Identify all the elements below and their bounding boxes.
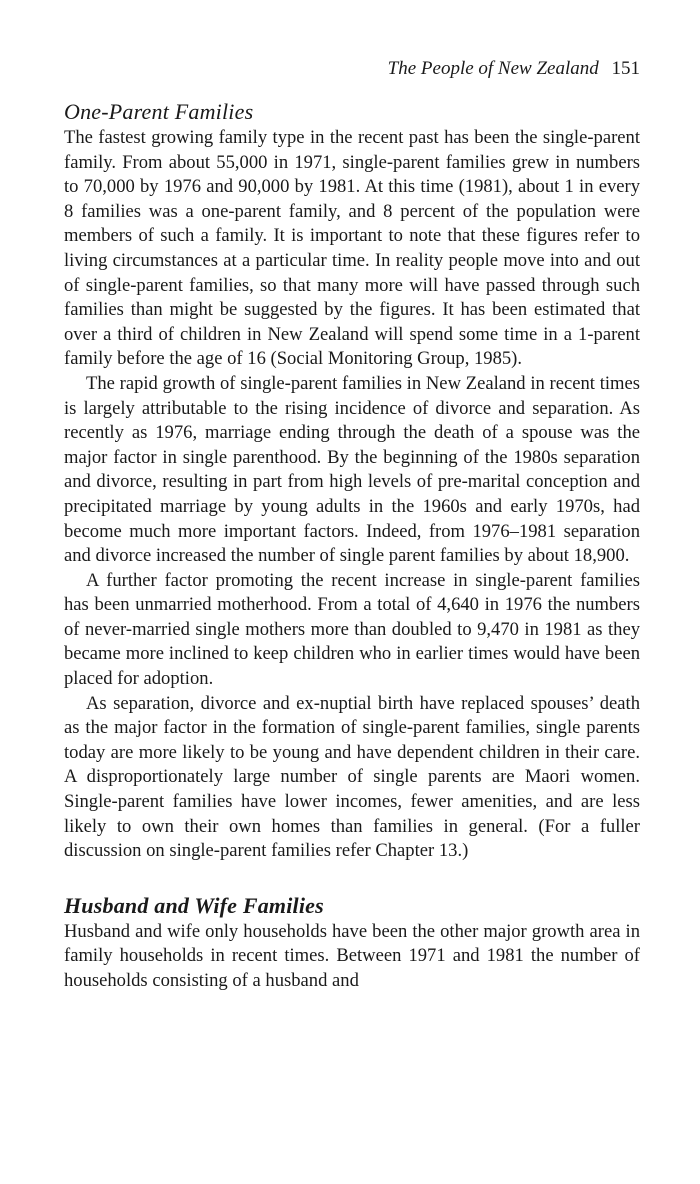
paragraph-one-parent-3: A further factor promoting the recent increase in single-parent families has been unmarried motherhood. From a total of 4,640 in 1976 the numbers of never-married single mothers more than doubled to 9,470 in 1981 as they became more inclined to keep children who in earlier times would have been placed for adoption. (64, 569, 640, 690)
paragraph-one-parent-4: As separation, divorce and ex-nuptial birth have replaced spouses’ death as the major factor in the formation of single-parent families, single parents today are more likely to be young and have dependent children in their care. A disproportionately large number of single parents are Maori women. Single-parent families have lower incomes, fewer amenities, and are less likely to own their own homes than families in general. (For a fuller discussion on single-parent families refer Chapter 13.) (64, 692, 640, 862)
page-number: 151 (611, 58, 640, 79)
section-heading-husband-and-wife-families: Husband and Wife Families (64, 892, 324, 918)
running-head-title: The People of New Zealand (387, 58, 599, 79)
paragraph-one-parent-2: The rapid growth of single-parent families in New Zealand in recent times is largely attributable to the rising incidence of divorce and separation. As recently as 1976, marriage ending through the death of a spouse was the major factor in single parenthood. By the beginning of the 1980s separation and divorce, resulting in part from high levels of pre-marital conception and precipitated marriage by young adults in the 1960s and early 1970s, had become much more important factors. Indeed, from 1976–1981 separation and divorce increased the number of single parent families by about 18,900. (64, 372, 640, 567)
paragraph-husband-wife-1: Husband and wife only households have been the other major growth area in family households in recent times. Between 1971 and 1981 the number of households consisting of a husband and (64, 920, 640, 991)
book-page (64, 56, 640, 994)
paragraph-one-parent-1: The fastest growing family type in the recent past has been the single-parent family. From about 55,000 in 1971, single-parent families grew in numbers to 70,000 by 1976 and 90,000 by 1981. At this time (1981), about 1 in every 8 families was a one-parent family, and 8 percent of the population were members of such a family. It is important to note that these figures refer to living circumstances at a particular time. In reality people move into and out of single-parent families, so that many more will have passed through such families than might be suggested by the figures. It has been estimated that over a third of children in New Zealand will spend some time in a 1-parent family before the age of 16 (Social Monitoring Group, 1985). (64, 127, 640, 370)
section-heading-one-parent-families: One-Parent Families (64, 99, 254, 124)
running-head (64, 56, 640, 82)
